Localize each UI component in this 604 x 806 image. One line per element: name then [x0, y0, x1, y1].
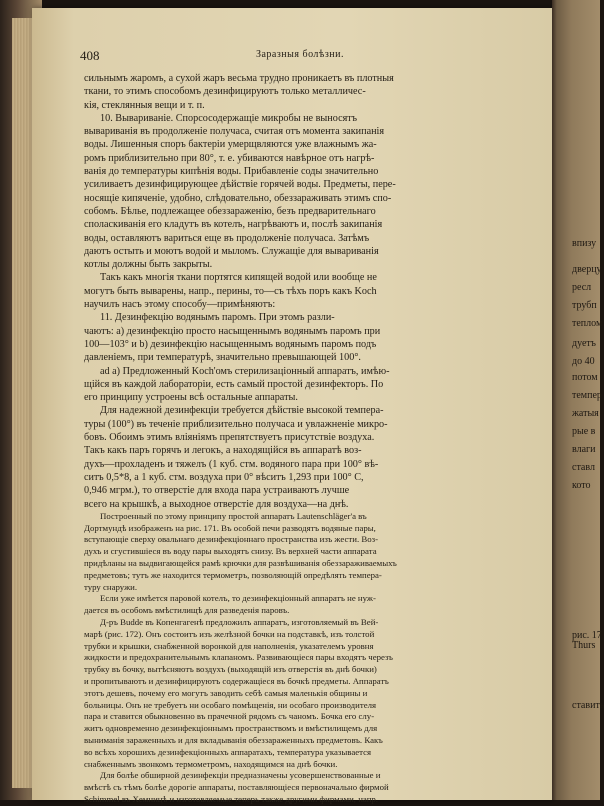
text-line: и пропитываютъ и дезинфицируютъ содержащіеся въ бочкѣ предметы. Аппаратъ: [84, 675, 389, 686]
text-line: трубку въ бочку, вытѣсняютъ воздухъ (выходящій изъ отверстія въ днѣ бочки): [84, 664, 377, 675]
text-line: бовъ. Обоимъ этимъ вліяніямъ препятствуетъ присутствіе воздуха.: [84, 432, 375, 444]
facing-page-text: рис. 17: [572, 630, 602, 641]
text-line: 100—103° и b) дезинфекцію насыщеннымъ водянымъ паромъ подъ: [84, 338, 377, 350]
text-line: дается въ особомъ вмѣстилищѣ для разведенія паровъ.: [84, 605, 290, 616]
text-line: даютъ остыть и моютъ водой и мыломъ. Служащіе для вывариванія: [84, 245, 379, 257]
text-line: щійся въ каждой лабораторіи, есть самый простой дезинфекторъ. По: [84, 378, 384, 390]
facing-page-text: трубп: [572, 300, 597, 311]
text-line: его принципу устроены всѣ остальные аппараты.: [84, 392, 298, 404]
page-header: [80, 48, 520, 66]
text-line: ванія до температуры кипѣнія воды. Прибавленіе соды значительно: [84, 166, 379, 178]
text-line: кія, стеклянныя вещи и т. п.: [84, 99, 205, 111]
facing-page-text: Thurs: [572, 640, 596, 651]
text-line: трубки и крышки, снабженной воронкой для наполненія, указателемъ уровня: [84, 640, 374, 651]
text-line: Такъ какъ паръ горячъ и легокъ, а находящійся въ аппаратѣ воз-: [84, 445, 362, 457]
text-line: снабженнымъ звонкомъ термометромъ, находящимся на днѣ бочки.: [84, 758, 338, 769]
facing-page-text: ставл: [572, 462, 595, 473]
text-line: вмѣстѣ съ тѣмъ болѣе дорогіе аппараты, поставляющіеся первоначально фирмой: [84, 782, 389, 793]
running-title: Заразныя болѣзни.: [255, 49, 345, 60]
text-line: духъ и сгустившіеся въ воду пары выходятъ снизу. Въ верхней части аппарата: [84, 546, 377, 557]
text-line: Для надежной дезинфекціи требуется дѣйствіе высокой темпера-: [100, 405, 384, 417]
text-line: ромъ приблизительно при 80°, т. е. убиваются навѣрное отъ нагрѣ-: [84, 152, 375, 164]
text-line: давленіемъ, при температурѣ, значительно превышающей 100°.: [84, 352, 361, 364]
text-line: жидкости и предохранительнымъ клапаномъ. Развивающіеся пары входятъ черезъ: [84, 652, 393, 663]
text-line: ситъ 0,5*8, а 1 куб. стм. воздуха при 0° вѣситъ 1,293 при 100° C,: [84, 471, 364, 483]
text-line: всего на крышкѣ, а выходное отверстіе для воздуха—на днѣ.: [84, 498, 349, 510]
text-line: этотъ дешевъ, почему его могутъ заводить себѣ самыя маленькія общины и: [84, 687, 368, 698]
text-line: Такъ какъ многія ткани портятся кипящей водой или вообще не: [100, 272, 377, 284]
text-line: чаютъ: a) дезинфекцію просто насыщеннымъ водянымъ паромъ при: [84, 325, 381, 337]
facing-page-text: дуетъ: [572, 338, 596, 349]
text-line: житъ одновременно дезинфекціоннымъ пространствомъ и вмѣстилищемъ для: [84, 723, 378, 734]
page-body-text: [84, 72, 516, 806]
facing-page-text: ресл: [572, 282, 592, 293]
text-line: котлы должны быть закрыты.: [84, 259, 213, 271]
text-line: воды. Лишенныя споръ бактеріи умерщвляются уже влажнымъ жа-: [84, 139, 377, 151]
facing-page-text: темпер: [572, 390, 602, 401]
text-line: пара и ставится обыкновенно въ прачечной рядомъ съ чаномъ. Бочка его слу-: [84, 711, 375, 722]
text-line: 10. Вывариваніе. Спорсосодержащіе микробы не выносятъ: [100, 112, 358, 124]
text-line: носящіе кипяченіе, удобно, слѣдовательно, обеззараживать этимъ спо-: [84, 192, 392, 204]
facing-page-text: влаги: [572, 444, 596, 455]
text-line: собомъ. Бѣлье, подлежащее обеззараженію, безъ предварительнаго: [84, 205, 376, 217]
facing-page-fragment: [552, 0, 604, 800]
facing-page-text: кото: [572, 480, 591, 491]
facing-page-text: ставить: [572, 700, 604, 711]
text-line: воды, оставляютъ вариться еще въ продолженіе получаса. Затѣмъ: [84, 232, 370, 244]
text-line: научилъ насъ этому способу—примѣняютъ:: [84, 299, 276, 311]
page-number: 408: [80, 48, 100, 63]
book-page: [32, 8, 552, 804]
text-line: 11. Дезинфекцію водянымъ паромъ. При этомъ разли-: [100, 312, 335, 324]
facing-page-text: теплом: [572, 318, 603, 329]
text-line: вступающіе сверху овальнаго дезинфекціоннаго пространства изъ жести. Воз-: [84, 534, 379, 545]
text-line: Schimmel въ Хемницѣ и изготовляемые теперь также другими фирмами, напр.: [84, 793, 378, 804]
facing-page-text: жатыя: [572, 408, 599, 419]
text-line: выниманія зараженныхъ и для вкладыванія обеззараженныхъ предметовъ. Какъ: [84, 734, 383, 745]
facing-page-text: до 40: [572, 356, 595, 367]
text-line: могутъ быть выварены, напр., перины, то—съ тѣхъ поръ какъ Koch: [84, 285, 377, 297]
text-line: Д-ръ Budde въ Копенгагенѣ предложилъ аппаратъ, изготовляемый въ Вей-: [100, 616, 379, 627]
text-line: споласкиванія его кладутъ въ котелъ, нагрѣваютъ и, послѣ закипанія: [84, 219, 383, 231]
text-line: марѣ (рис. 172). Онъ состоитъ изъ желѣзной бочки на подставкѣ, изъ толстой: [84, 628, 375, 639]
text-line: усиливаетъ дезинфицирующее дѣйствіе горячей воды. Предметы, пере-: [84, 179, 396, 191]
text-line: сильнымъ жаромъ, а сухой жаръ весьма трудно проникаетъ въ плотныя: [84, 73, 394, 84]
facing-page-text: потом: [572, 372, 598, 383]
text-line: придѣланы на выдвигающейся рамѣ крючки для развѣшиванія обеззараживаемыхъ: [84, 557, 397, 568]
text-line: предметовъ; тутъ же находится термометръ, позволяющій опредѣлять темпера-: [84, 569, 382, 580]
text-line: туру снаружи.: [84, 581, 138, 592]
text-line: Для болѣе обширной дезинфекціи предназначены усовершенствованные и: [100, 770, 381, 781]
text-line: Если уже имѣется паровой котелъ, то дезинфекціонный аппаратъ не нуж-: [100, 593, 376, 604]
text-line: ad a) Предложенный Koch'омъ стерилизаціонный аппаратъ, имѣю-: [100, 365, 390, 377]
text-line: духъ—прохладенъ и тяжелъ (1 куб. стм. водяного пара при 100° вѣ-: [84, 458, 379, 470]
text-line: Построенный по этому принципу простой аппаратъ Lautenschläger'а въ: [100, 510, 367, 521]
text-line: во всѣхъ хорошихъ дезинфекціонныхъ аппаратахъ, температура указывается: [84, 746, 372, 757]
text-line: 0,946 мгрм.), то отверстіе для входа пара устраиваютъ лучше: [84, 485, 350, 497]
facing-page-text: рые в: [572, 426, 596, 437]
facing-page-text: впизу: [572, 238, 597, 249]
facing-page-text: дверцу: [572, 264, 602, 275]
text-line: ткани, то этимъ способомъ дезинфицируютъ только металличес-: [84, 86, 366, 98]
text-line: Дортмундѣ изображенъ на рис. 171. Въ особой печи разводятъ водяные пары,: [84, 522, 376, 533]
text-line: больницы. Онъ не требуетъ ни особаго помѣщенія, ни особаго производителя: [84, 699, 377, 710]
text-line: вывариванія въ продолженіе получаса, считая отъ момента закипанія: [84, 126, 385, 138]
text-line: туры (100°) въ теченіе приблизительно получаса и увлажненіе микро-: [84, 418, 388, 430]
